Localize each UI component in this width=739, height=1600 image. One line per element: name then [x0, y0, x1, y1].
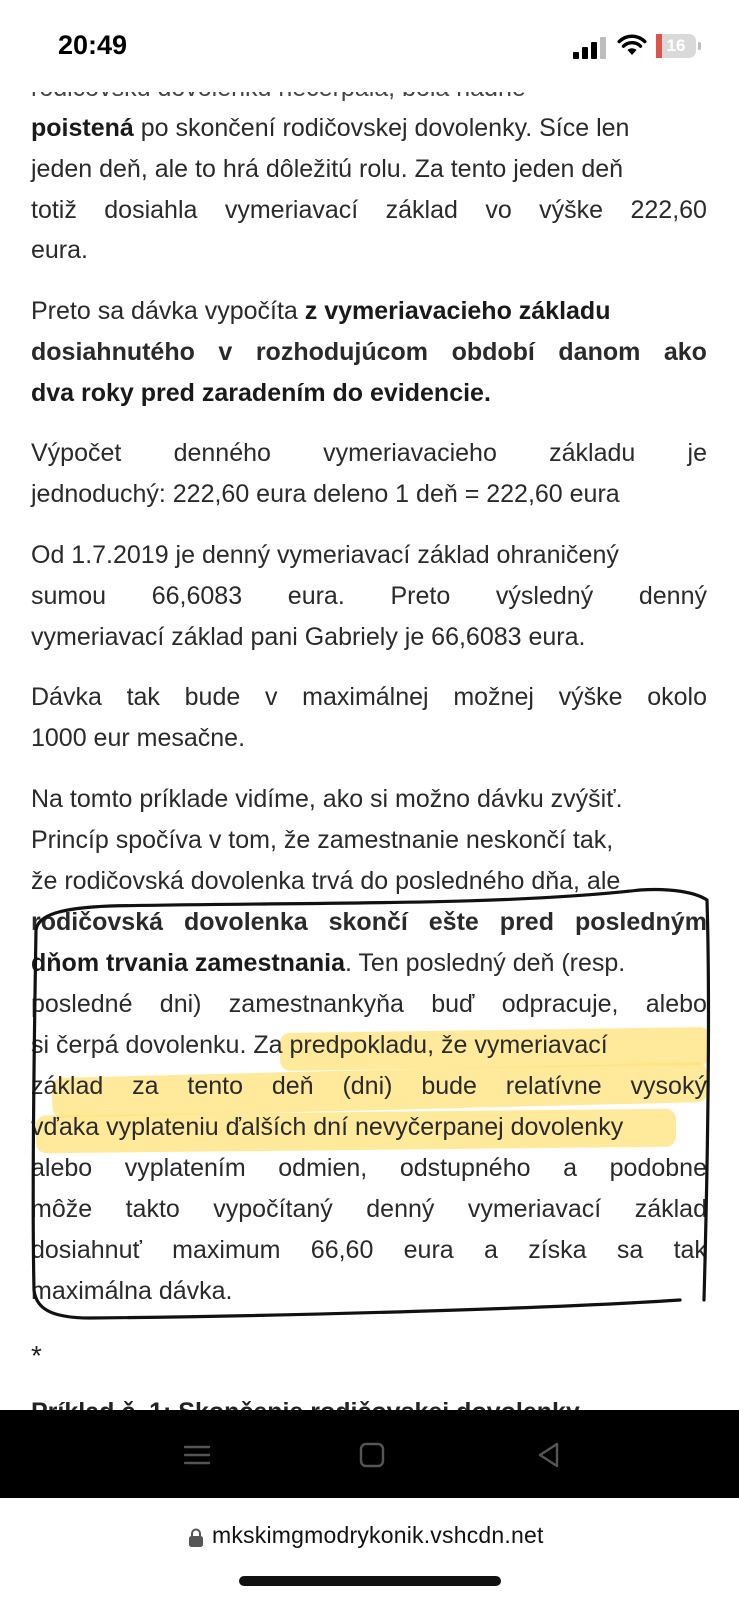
text-line: Od 1.7.2019 je denný vymeriavací základ ohraničený	[31, 541, 619, 569]
text-line: dosiahnuť maximum 66,60 eura a získa sa tak	[31, 1236, 707, 1264]
back-icon[interactable]	[532, 1438, 566, 1472]
status-bar	[0, 0, 739, 92]
text-line: Na tomto príklade vidíme, ako si možno dávku zvýšiť.	[31, 785, 623, 813]
home-icon[interactable]	[355, 1438, 389, 1472]
text-line: vymeriavací základ pani Gabriely je 66,6083 eura.	[31, 623, 586, 651]
text-line: alebo vyplatením odmien, odstupného a podobne	[31, 1154, 707, 1182]
text-line: Preto sa dávka vypočíta z vymeriavacieho základu	[31, 297, 611, 325]
battery-percent: 16	[666, 36, 686, 55]
text-line: poistená po skončení rodičovskej dovolenky. Síce len	[31, 114, 630, 142]
text-line: vďaka vyplateniu ďalších dní nevyčerpanej dovolenky	[31, 1113, 624, 1141]
text-line: Dávka tak bude v maximálnej možnej výške okolo	[31, 683, 707, 711]
home-indicator[interactable]	[239, 1576, 501, 1586]
text-line: rodičovská dovolenka skončí ešte pred posledným	[31, 908, 707, 936]
wifi-icon	[617, 33, 647, 57]
text-line: môže takto vypočítaný denný vymeriavací základ	[31, 1195, 707, 1223]
text-line: Výpočet denného vymeriavacieho základu je	[31, 439, 707, 467]
menu-icon[interactable]	[180, 1438, 214, 1472]
cellular-signal-icon	[573, 37, 607, 59]
text-line: totiž dosiahla vymeriavací základ vo výške 222,60	[31, 196, 707, 224]
url-text[interactable]: mkskimgmodrykonik.vshcdn.net	[212, 1522, 544, 1548]
battery-icon	[656, 34, 702, 58]
text-line: 1000 eur mesačne.	[31, 724, 246, 752]
text-line: dosiahnutého v rozhodujúcom období danom ako	[31, 338, 707, 366]
text-line: posledné dni) zamestnankyňa buď odpracuje, alebo	[31, 990, 707, 1018]
text-line: dva roky pred zaradením do evidencie.	[31, 379, 491, 407]
text-line: dňom trvania zamestnania. Ten posledný deň (resp.	[31, 949, 626, 977]
status-time: 20:49	[58, 30, 128, 60]
text-line: základ za tento deň (dni) bude relatívne vysoký	[31, 1072, 707, 1100]
text-line: jeden deň, ale to hrá dôležitú rolu. Za tento jeden deň	[31, 155, 624, 183]
text-line: Princíp spočíva v tom, že zamestnanie neskončí tak,	[31, 826, 614, 854]
text-line: sumou 66,6083 eura. Preto výsledný denný	[31, 582, 707, 610]
browser-address-bar[interactable]	[0, 1498, 739, 1600]
text-line: si čerpá dovolenku. Za predpokladu, že vymeriavací	[31, 1031, 608, 1059]
section-separator: *	[31, 1340, 42, 1371]
text-line: maximálna dávka.	[31, 1277, 233, 1305]
lock-icon	[188, 1528, 204, 1548]
text-line: že rodičovská dovolenka trvá do posledného dňa, ale	[31, 867, 621, 895]
android-navigation-bar	[0, 1410, 739, 1498]
text-line: eura.	[31, 236, 88, 264]
text-line: jednoduchý: 222,60 eura deleno 1 deň = 222,60 eura	[31, 480, 620, 508]
